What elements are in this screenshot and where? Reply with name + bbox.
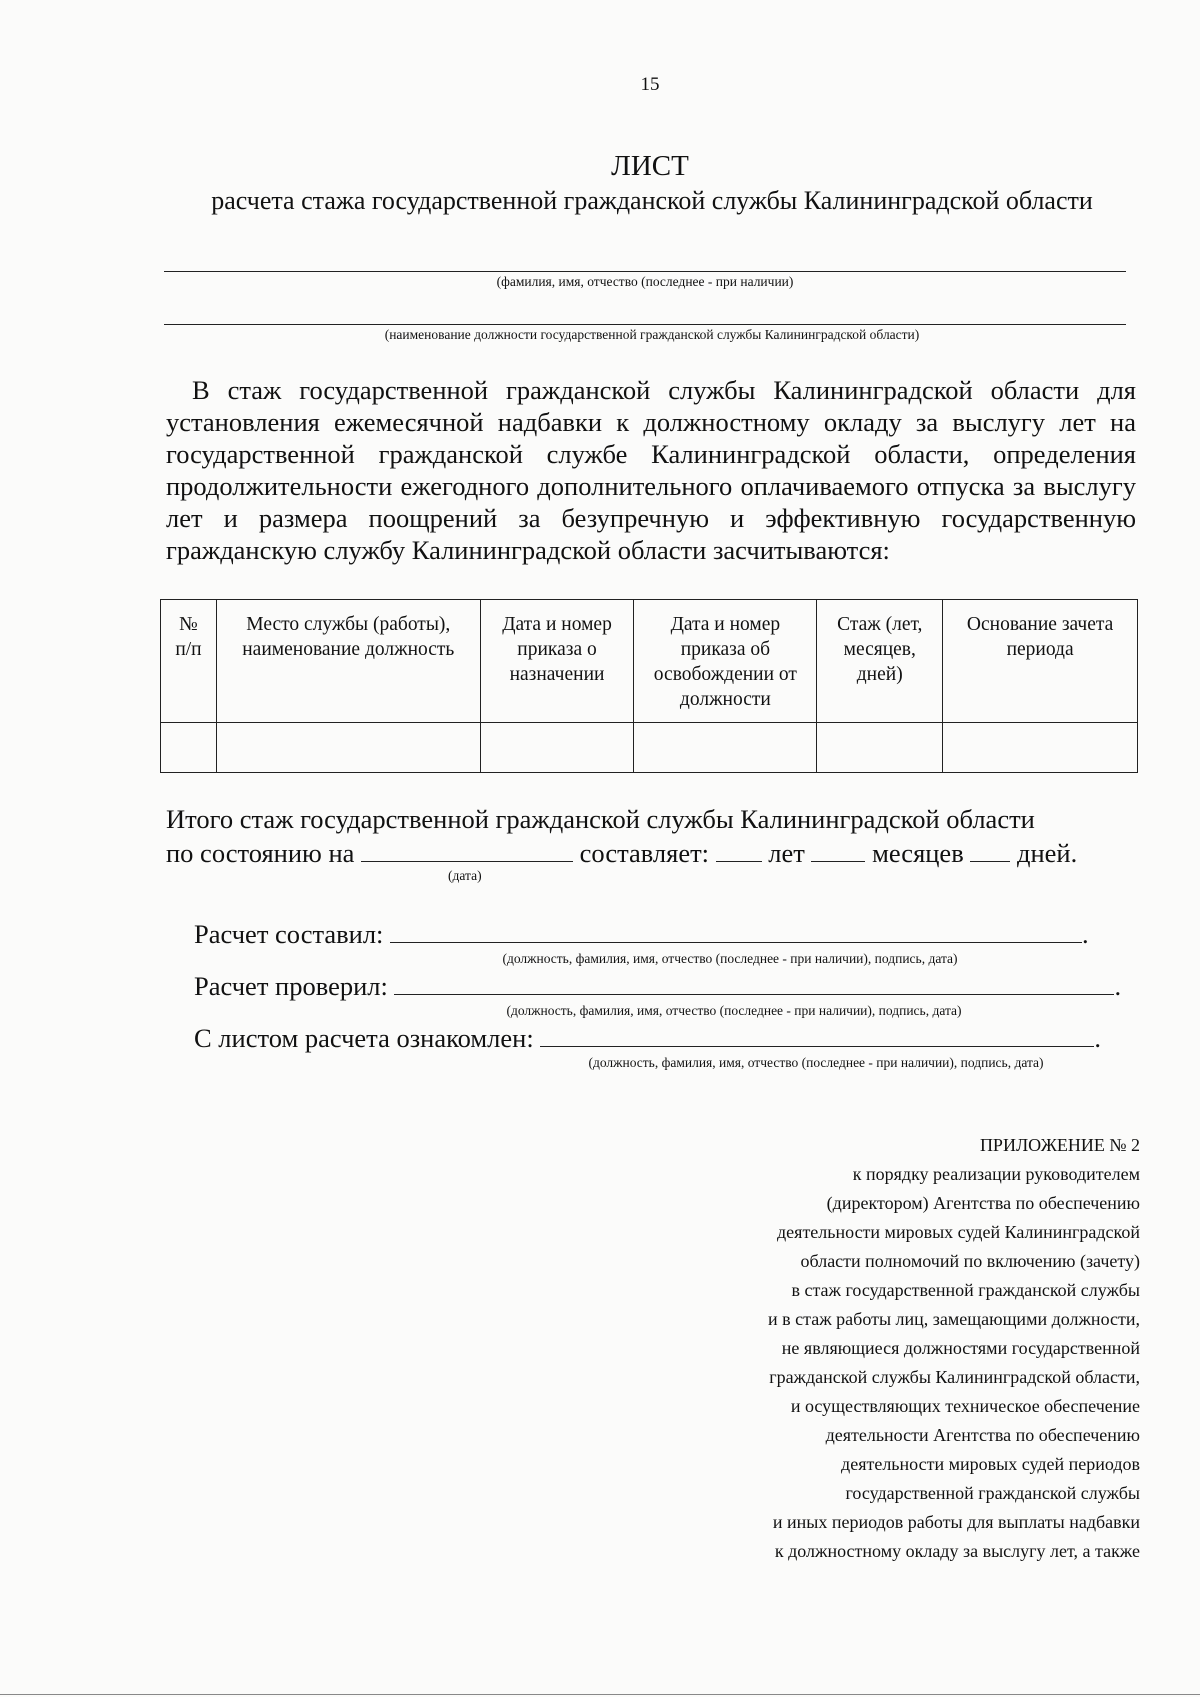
appendix-line: области полномочий по включению (зачету) bbox=[800, 1251, 1140, 1271]
checked-by-blank bbox=[394, 970, 1114, 995]
appendix-line: деятельности мировых судей Калининградской bbox=[777, 1222, 1140, 1242]
appendix-line: и в стаж работы лиц, замещающими должности, bbox=[768, 1309, 1140, 1329]
appendix-line: государственной гражданской службы bbox=[845, 1483, 1140, 1503]
page-number: 15 bbox=[640, 74, 660, 95]
appendix-line: гражданской службы Калининградской области, bbox=[769, 1367, 1140, 1387]
appendix-line: к должностному окладу за выслугу лет, а также bbox=[774, 1541, 1140, 1561]
acquainted-caption: (должность, фамилия, имя, отчество (последнее - при наличии), подпись, дата) bbox=[588, 1055, 1044, 1070]
years-label: лет bbox=[768, 838, 805, 868]
table-cell bbox=[480, 723, 634, 773]
column-header-appointment: Дата и номер приказа о назначении bbox=[480, 600, 634, 723]
checked-by-label: Расчет проверил: bbox=[194, 971, 388, 1001]
days-label: дней. bbox=[1016, 838, 1078, 868]
appendix-line: к порядку реализации руководителем bbox=[852, 1164, 1140, 1184]
appendix-block bbox=[640, 1131, 1140, 1566]
column-header-experience: Стаж (лет, месяцев, дней) bbox=[817, 600, 943, 723]
fio-line bbox=[164, 271, 1126, 272]
column-header-number: № п/п bbox=[161, 600, 217, 723]
table-cell bbox=[216, 723, 480, 773]
appendix-heading: ПРИЛОЖЕНИЕ № 2 bbox=[979, 1135, 1140, 1155]
compiled-by-row: Расчет составил: . bbox=[194, 919, 1089, 949]
years-blank bbox=[716, 837, 762, 862]
page-bottom-edge bbox=[0, 1694, 1200, 1695]
acquainted-label: С листом расчета ознакомлен: bbox=[194, 1023, 534, 1053]
appendix-line: (директором) Агентства по обеспечению bbox=[826, 1193, 1140, 1213]
table-header-row bbox=[161, 600, 1138, 723]
appendix-line: не являющиеся должностями государственной bbox=[781, 1338, 1140, 1358]
table-cell bbox=[817, 723, 943, 773]
table-cell bbox=[634, 723, 817, 773]
column-header-place: Место службы (работы), наименование должность bbox=[216, 600, 480, 723]
months-label: месяцев bbox=[872, 838, 964, 868]
appendix-line: в стаж государственной гражданской службы bbox=[791, 1280, 1140, 1300]
total-makes: составляет: bbox=[579, 838, 710, 868]
date-blank bbox=[361, 837, 573, 862]
service-periods-table bbox=[160, 599, 1138, 773]
column-header-basis: Основание зачета периода bbox=[943, 600, 1138, 723]
checked-by-row: Расчет проверил: . bbox=[194, 971, 1122, 1001]
position-line bbox=[164, 324, 1126, 325]
months-blank bbox=[811, 837, 865, 862]
table-cell bbox=[161, 723, 217, 773]
compiled-by-blank bbox=[390, 918, 1082, 943]
compiled-by-caption: (должность, фамилия, имя, отчество (последнее - при наличии), подпись, дата) bbox=[502, 951, 958, 966]
days-blank bbox=[970, 837, 1010, 862]
appendix-line: и иных периодов работы для выплаты надбавки bbox=[772, 1512, 1140, 1532]
total-prefix: по состоянию на bbox=[166, 838, 355, 868]
appendix-line: и осуществляющих техническое обеспечение bbox=[790, 1396, 1140, 1416]
appendix-line: деятельности мировых судей периодов bbox=[841, 1454, 1140, 1474]
acquainted-blank bbox=[540, 1022, 1094, 1047]
checked-by-caption: (должность, фамилия, имя, отчество (последнее - при наличии), подпись, дата) bbox=[506, 1003, 962, 1018]
table-row bbox=[161, 723, 1138, 773]
appendix-line: деятельности Агентства по обеспечению bbox=[825, 1425, 1140, 1445]
total-block bbox=[166, 802, 1136, 870]
total-line-1: Итого стаж государственной гражданской службы Калининградской области bbox=[166, 804, 1035, 834]
fio-caption: (фамилия, имя, отчество (последнее - при наличии) bbox=[496, 274, 794, 289]
acquainted-row: С листом расчета ознакомлен: . bbox=[194, 1023, 1101, 1053]
compiled-by-label: Расчет составил: bbox=[194, 919, 384, 949]
body-paragraph: В стаж государственной гражданской службы Калининградской области для установления ежемесячной надбавки к должностному окладу за выслугу лет на государственной гражданской службе Калининградской области, определения продолжительности ежегодного дополнительного оплачиваемого отпуска за выслугу лет и размера поощрений за безупречную и эффективную государственную гражданскую службу Калининградской области засчитываются: bbox=[166, 375, 1136, 565]
document-subtitle: расчета стажа государственной гражданской службы Калининградской области bbox=[211, 186, 1093, 215]
date-caption: (дата) bbox=[448, 868, 482, 883]
column-header-dismissal: Дата и номер приказа об освобождении от должности bbox=[634, 600, 817, 723]
document-title: ЛИСТ bbox=[611, 150, 689, 182]
total-line-2 bbox=[166, 836, 1136, 870]
table-cell bbox=[943, 723, 1138, 773]
position-caption: (наименование должности государственной гражданской службы Калининградской области) bbox=[384, 327, 920, 342]
